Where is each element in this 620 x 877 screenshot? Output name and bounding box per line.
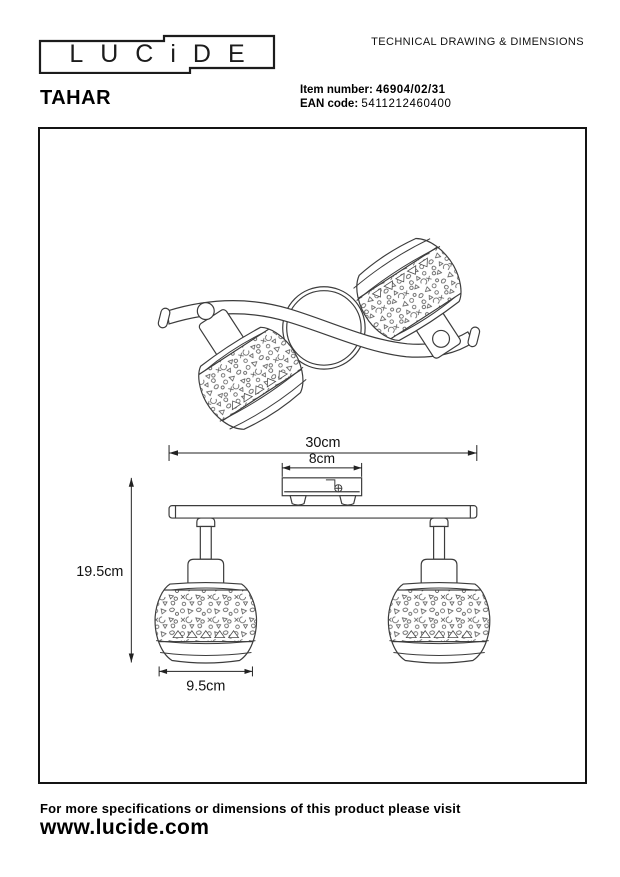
shade-right-front (387, 583, 490, 663)
technical-drawing-frame (38, 127, 587, 784)
document-title: TECHNICAL DRAWING & DIMENSIONS (371, 36, 584, 48)
dim-shade-label: 9.5cm (186, 678, 226, 695)
brand-logo-text: LUCiDE (69, 39, 262, 68)
brand-logo (38, 32, 276, 74)
ean-code-row (300, 97, 451, 111)
canopy-front (282, 478, 361, 505)
perspective-view (157, 227, 492, 441)
shade-left-front (154, 583, 257, 663)
spot-right-front (387, 518, 490, 663)
dimension-9_5cm (159, 666, 252, 694)
rail-front (169, 506, 477, 518)
item-number-label: Item number: (300, 84, 373, 96)
dimension-19_5cm (76, 478, 134, 663)
footer-note: For more specifications or dimensions of this product please visit (40, 801, 461, 816)
technical-drawing-canvas (40, 129, 585, 782)
dim-canopy-label: 8cm (308, 449, 336, 466)
product-codes (300, 83, 451, 111)
swivel-ball-left (197, 303, 214, 320)
ean-code-value: 5411212460400 (361, 98, 452, 110)
spot-left-front (154, 518, 257, 663)
dim-height-label: 19.5cm (76, 564, 124, 581)
item-number-row (300, 83, 451, 97)
product-name: TAHAR (40, 87, 112, 109)
item-number-value: 46904/02/31 (376, 84, 446, 96)
swivel-ball-right (433, 330, 450, 347)
ean-code-label: EAN code: (300, 98, 359, 110)
front-view (154, 478, 491, 663)
website-link[interactable]: www.lucide.com (40, 816, 210, 839)
dim-width-label: 30cm (305, 435, 341, 452)
dimension-8cm (282, 450, 361, 477)
